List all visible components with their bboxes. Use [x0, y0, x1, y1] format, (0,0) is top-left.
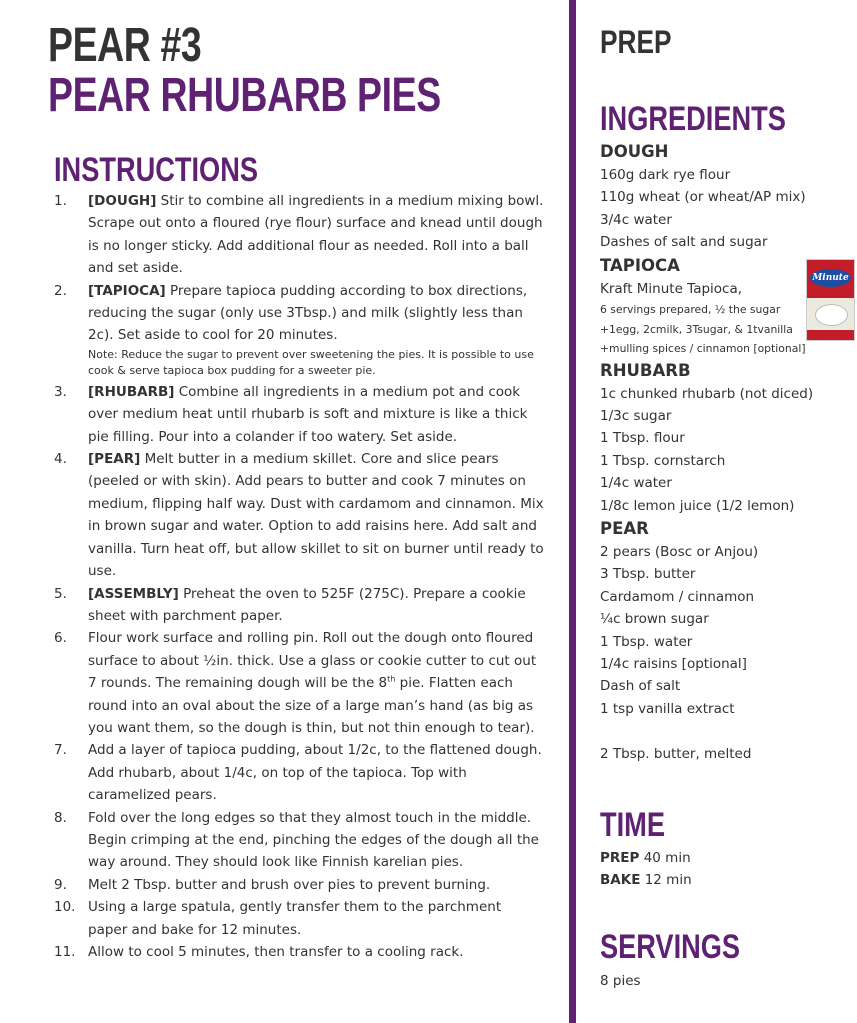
step-text: Prepare tapioca pudding according to box directions, reducing the sugar (only use 3Tbsp.) and milk (slightly less than 2c). Set aside to cool for 20 minutes.: [88, 282, 528, 344]
tapioca-heading: TAPIOCA: [600, 255, 680, 275]
ingredient-item: 3/4c water: [600, 211, 672, 228]
tapioca-note: 6 servings prepared, ½ the sugar: [600, 303, 781, 317]
prep-time-value: 40 min: [639, 850, 691, 866]
recipe-number-title: PEAR #3: [48, 19, 202, 72]
ingredient-item: 2 pears (Bosc or Anjou): [600, 543, 759, 560]
step-text: Allow to cool 5 minutes, then transfer to a cooling rack.: [88, 944, 464, 960]
step-6: [54, 627, 544, 739]
box-logo: Minute: [810, 269, 851, 287]
step-2: [54, 280, 544, 381]
bake-time-value: 12 min: [640, 872, 692, 889]
servings-heading: SERVINGS: [600, 928, 741, 966]
ingredient-item: Dash of salt: [600, 678, 681, 695]
prep-time-label: PREP: [600, 850, 640, 866]
ingredient-item: 1 Tbsp. cornstarch: [600, 452, 726, 469]
step-number: 11.: [54, 944, 76, 960]
step-9: [54, 874, 544, 896]
ingredient-item: 1 Tbsp. flour: [600, 430, 685, 447]
step-text: Flour work surface and rolling pin. Roll out the dough onto floured surface to about ½in. thick. Use a glass or cookie cutter to cut out 7 rounds. The remaining dough will be the 8: [88, 630, 537, 692]
spacer: [600, 720, 855, 742]
step-text: Preheat the oven to 525F (275C). Prepare a cookie sheet with parchment paper.: [88, 585, 526, 624]
ingredient-item: 1/3c sugar: [600, 407, 672, 424]
ingredients-list: [600, 140, 855, 765]
step-number: 7.: [54, 742, 67, 759]
ingredient-item: 1/4c raisins [optional]: [600, 656, 747, 672]
ingredient-item: 1 Tbsp. water: [600, 633, 693, 650]
ingredient-item: 2 Tbsp. butter, melted: [600, 745, 752, 762]
ingredient-item: ¼c brown sugar: [600, 611, 709, 628]
box-bottom-band: [807, 330, 854, 340]
time-block: [600, 847, 692, 892]
step-text: Fold over the long edges so that they almost touch in the middle. Begin crimping at the end, pinching the edges of the dough all the way around. They should look like Finnish karelian pies.: [88, 809, 539, 871]
step-number: 4.: [54, 451, 67, 468]
step-tag: [RHUBARB]: [88, 383, 175, 400]
prep-heading: PREP: [600, 24, 672, 60]
column-divider: [569, 0, 576, 1023]
recipe-title: PEAR RHUBARB PIES: [48, 69, 441, 122]
prep-time: [600, 847, 692, 869]
bake-time: [600, 869, 692, 891]
ingredient-item: Kraft Minute Tapioca,: [600, 280, 743, 297]
ingredient-item: 160g dark rye flour: [600, 167, 731, 183]
step-text: Stir to combine all ingredients in a medium mixing bowl. Scrape out onto a floured (rye flour) surface and knead until dough is no longer sticky. Add additional flour as needed. Roll into a ball and set aside.: [88, 193, 544, 277]
step-text: Add a layer of tapioca pudding, about 1/2c, to the flattened dough. Add rhubarb, about 1/4c, on top of the tapioca. Top with caramelized pears.: [88, 742, 542, 804]
ingredient-item: 1 tsp vanilla extract: [600, 700, 735, 717]
step-number: 9.: [54, 876, 67, 893]
bake-time-label: BAKE: [600, 872, 641, 889]
step-11: [54, 941, 544, 963]
step-5: [54, 583, 544, 628]
step-number: 2.: [54, 282, 67, 299]
ingredients-heading: INGREDIENTS: [600, 100, 786, 138]
ingredient-item: 110g wheat (or wheat/AP mix): [600, 189, 806, 206]
step-text: Combine all ingredients in a medium pot and cook over medium heat until rhubarb is soft and mixture is like a thick pie filling. Pour into a colander if too watery. Set aside.: [88, 383, 528, 445]
rhubarb-heading: RHUBARB: [600, 360, 691, 380]
step-7: [54, 739, 544, 806]
step-number: 1.: [54, 193, 67, 209]
tapioca-box-image: [806, 259, 855, 341]
step-number: 6.: [54, 630, 67, 647]
instructions-heading: INSTRUCTIONS: [54, 151, 258, 189]
ingredient-item: 1/8c lemon juice (1/2 lemon): [600, 497, 795, 514]
servings-value: 8 pies: [600, 973, 641, 989]
step-number: 8.: [54, 809, 67, 826]
step-number: 10.: [54, 899, 76, 916]
time-heading: TIME: [600, 806, 665, 844]
step-8: [54, 807, 544, 874]
tapioca-note: +1egg, 2cmilk, 3Tsugar, & 1tvanilla: [600, 322, 793, 336]
step-tag: [PEAR]: [88, 451, 141, 468]
instructions-list: [54, 190, 544, 963]
step-number: 3.: [54, 383, 67, 400]
ingredient-item: Dashes of salt and sugar: [600, 234, 768, 251]
step-tag: [DOUGH]: [88, 193, 157, 209]
step-text: Melt butter in a medium skillet. Core and slice pears (peeled or with skin). Add pears to butter and cook 7 minutes on medium, flipping half way. Dust with cardamom and cinnamon. Mix in brown sugar and water. Option to add raisins here. Add salt and vanilla. Turn heat off, but allow skillet to sit on burner until ready to use.: [88, 451, 544, 580]
step-1: [54, 190, 544, 280]
step-text-cont: pie. Flatten each round into an oval about the size of a large man’s hand (as big as you want them, so the dough is thin, but not thin enough to tear).: [88, 675, 535, 736]
step-4: [54, 448, 544, 582]
ingredient-item: Cardamom / cinnamon: [600, 588, 755, 605]
step-tag: [ASSEMBLY]: [88, 585, 179, 602]
step-tag: [TAPIOCA]: [88, 282, 166, 299]
pear-heading: PEAR: [600, 518, 649, 538]
step-text: Using a large spatula, gently transfer them to the parchment paper and bake for 12 minutes.: [88, 899, 502, 938]
ingredient-item: 1c chunked rhubarb (not diced): [600, 385, 814, 402]
step-text: Melt 2 Tbsp. butter and brush over pies to prevent burning.: [88, 876, 491, 893]
dough-heading: DOUGH: [600, 142, 669, 161]
ingredient-item: 3 Tbsp. butter: [600, 566, 696, 583]
ingredient-item: 1/4c water: [600, 475, 672, 492]
superscript: th: [387, 674, 396, 684]
step-note: Note: Reduce the sugar to prevent over sweetening the pies. It is possible to use cook & serve tapioca box pudding for a sweeter pie.: [88, 347, 534, 377]
pudding-bowl-icon: [815, 304, 848, 326]
tapioca-note: +mulling spices / cinnamon [optional]: [600, 342, 806, 356]
step-number: 5.: [54, 585, 67, 602]
step-3: [54, 381, 544, 448]
step-10: [54, 896, 544, 941]
